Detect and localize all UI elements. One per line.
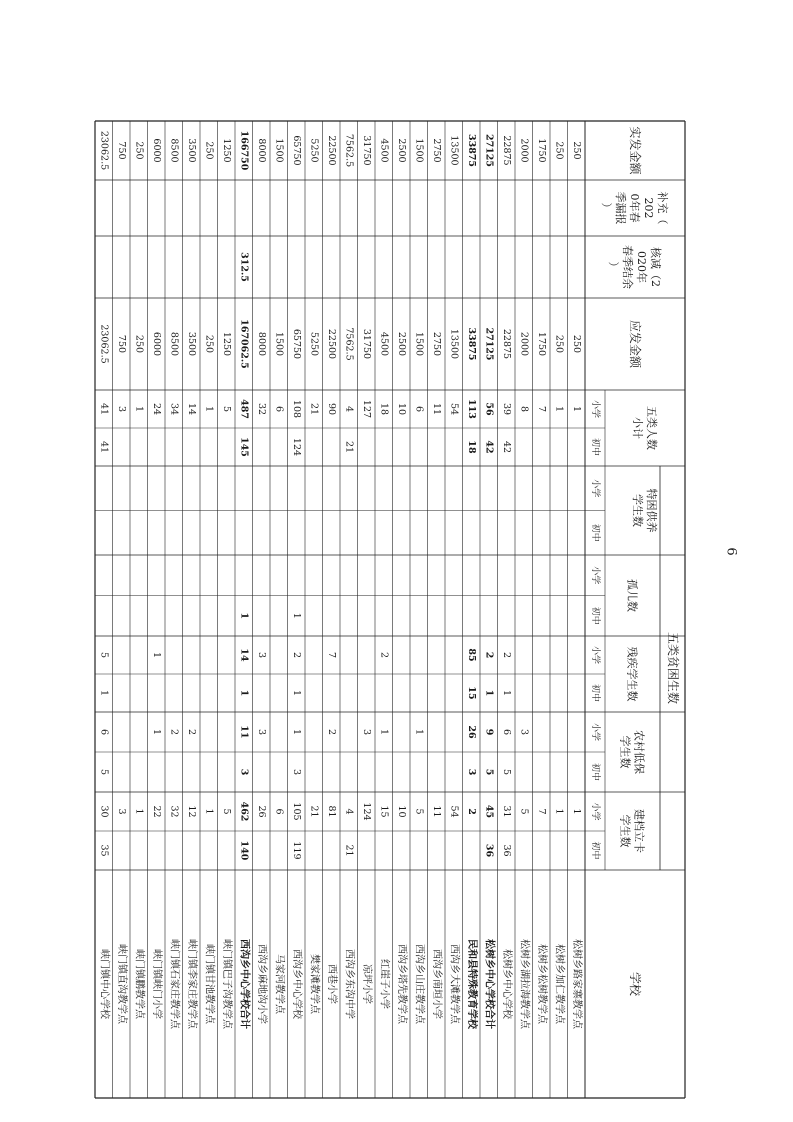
cell-junior: 124 <box>290 437 302 457</box>
header-primary: 小学 <box>590 645 600 665</box>
cell-primary: 39 <box>500 402 512 416</box>
header-actual: 实发金额 <box>628 126 642 175</box>
cell-primary: 1 <box>553 405 565 413</box>
header-school: 学校 <box>628 971 642 997</box>
cell-payable: 750 <box>115 334 127 354</box>
cell-primary: 2 <box>168 728 180 736</box>
cell-actual: 4500 <box>378 138 390 163</box>
cell-deduct: 312.5 <box>238 252 250 282</box>
cell-payable: 2500 <box>395 331 407 357</box>
cell-payable: 31750 <box>360 328 372 360</box>
cell-junior: 42 <box>500 440 512 454</box>
cell-primary: 9 <box>483 728 495 736</box>
cell-payable: 65750 <box>290 328 302 360</box>
cell-actual: 7562.5 <box>343 133 355 168</box>
cell-junior: 5 <box>500 768 512 776</box>
school-name: 西沟乡南垣小学 <box>430 949 442 1019</box>
cell-primary: 5 <box>413 808 425 815</box>
cell-primary: 3 <box>115 405 127 413</box>
cell-primary: 6 <box>413 405 425 413</box>
cell-primary: 3 <box>115 808 127 815</box>
school-name: 松树乡加仁教学点 <box>553 944 565 1024</box>
cell-primary: 2 <box>378 651 390 659</box>
cell-primary: 108 <box>290 399 302 419</box>
cell-payable: 2000 <box>518 331 530 357</box>
cell-primary: 14 <box>238 648 250 662</box>
cell-primary: 2 <box>465 808 477 815</box>
school-name: 西沟乡东沟中学 <box>343 949 355 1019</box>
cell-primary: 45 <box>483 804 495 819</box>
cell-primary: 3 <box>518 728 530 736</box>
cell-primary: 18 <box>378 402 390 416</box>
school-name: 峡门镇李家庄教学点 <box>185 939 197 1029</box>
cell-actual: 33875 <box>465 133 477 168</box>
cell-payable: 13500 <box>448 328 460 360</box>
cell-primary: 81 <box>325 805 337 818</box>
cell-junior: 1 <box>238 689 250 697</box>
cell-primary: 1 <box>570 405 582 413</box>
cell-primary: 2 <box>325 728 337 736</box>
cell-payable: 22875 <box>500 328 512 360</box>
cell-primary: 14 <box>185 402 197 416</box>
cell-primary: 11 <box>238 725 250 739</box>
rotated-table <box>95 121 685 1098</box>
cell-payable: 8000 <box>255 331 267 357</box>
cell-actual: 3500 <box>185 138 197 163</box>
cell-payable: 250 <box>553 334 565 354</box>
cell-junior: 119 <box>290 841 302 860</box>
cell-payable: 1500 <box>273 331 285 357</box>
school-name: 民和县特殊教育学校 <box>465 939 477 1029</box>
cell-actual: 27125 <box>483 133 495 168</box>
cell-primary: 2 <box>290 651 302 659</box>
cell-actual: 2750 <box>430 138 442 163</box>
cell-actual: 2500 <box>395 138 407 163</box>
school-name: 峡门镇鹏教学点 <box>133 949 145 1019</box>
header-junior: 初中 <box>590 762 600 782</box>
cell-primary: 3 <box>255 728 267 736</box>
cell-actual: 166750 <box>238 130 250 171</box>
cell-junior: 3 <box>238 768 250 776</box>
cell-junior: 1 <box>483 689 495 697</box>
cell-junior: 21 <box>343 440 355 454</box>
cell-junior: 5 <box>483 768 495 776</box>
header-junior: 初中 <box>590 437 600 457</box>
cell-payable: 250 <box>133 334 145 354</box>
cell-primary: 3 <box>255 651 267 659</box>
cell-primary: 3 <box>360 728 372 736</box>
cell-junior: 1 <box>290 689 302 697</box>
cell-primary: 1 <box>150 728 162 736</box>
school-name: 峡门镇峡门小学 <box>150 949 162 1019</box>
cell-payable: 6000 <box>150 331 162 357</box>
cell-actual: 31750 <box>360 135 372 166</box>
header-primary: 小学 <box>590 399 600 419</box>
cell-junior: 21 <box>343 844 355 857</box>
cell-junior: 35 <box>98 844 110 857</box>
cell-actual: 65750 <box>290 135 302 166</box>
cell-primary: 85 <box>465 648 477 662</box>
cell-primary: 10 <box>395 805 407 818</box>
page-number: 6 <box>723 547 739 556</box>
cell-primary: 31 <box>500 805 512 818</box>
cell-junior: 42 <box>483 440 495 454</box>
header-payable: 应发金额 <box>628 319 642 369</box>
header-primary: 小学 <box>590 802 600 821</box>
cell-payable: 5250 <box>308 331 320 357</box>
cell-actual: 250 <box>570 141 582 160</box>
cell-payable: 3500 <box>185 331 197 357</box>
cell-actual: 5250 <box>308 138 320 163</box>
header-junior: 初中 <box>590 523 600 542</box>
cell-junior: 140 <box>238 840 250 861</box>
school-name: 峡门镇中心学校 <box>98 949 110 1019</box>
cell-actual: 250 <box>203 141 215 160</box>
cell-primary: 2 <box>185 728 197 736</box>
cell-primary: 6 <box>500 728 512 736</box>
cell-actual: 22500 <box>325 135 337 166</box>
cell-primary: 124 <box>360 802 372 821</box>
cell-junior: 3 <box>465 768 477 776</box>
cell-primary: 54 <box>448 402 460 416</box>
header-junior: 初中 <box>590 606 600 625</box>
cell-actual: 8000 <box>255 138 267 163</box>
cell-junior: 145 <box>238 437 250 457</box>
cell-junior: 1 <box>238 612 250 620</box>
cell-payable: 167062.5 <box>238 319 250 369</box>
cell-payable: 22500 <box>325 328 337 360</box>
cell-primary: 41 <box>98 402 110 416</box>
cell-primary: 1 <box>570 808 582 815</box>
cell-payable: 27125 <box>483 327 495 361</box>
school-name: 西沟乡中心学校合计 <box>238 939 250 1029</box>
school-name: 西沟乡大滩教学点 <box>448 944 460 1024</box>
header-orphan: 孤儿数 <box>625 579 639 612</box>
school-name: 峡门镇石家庄教学点 <box>168 939 180 1029</box>
cell-actual: 13500 <box>448 135 460 166</box>
cell-primary: 12 <box>185 805 197 818</box>
school-name: 西巷小学 <box>325 964 337 1004</box>
cell-primary: 462 <box>238 801 250 822</box>
school-name: 马家河教学点 <box>273 954 285 1014</box>
cell-actual: 1500 <box>273 138 285 163</box>
cell-primary: 1 <box>150 651 162 659</box>
cell-primary: 6 <box>273 808 285 815</box>
cell-actual: 23062.5 <box>98 130 110 171</box>
cell-primary: 26 <box>255 805 267 818</box>
cell-actual: 6000 <box>150 138 162 163</box>
cell-actual: 250 <box>553 141 565 160</box>
school-name: 红崖子小学 <box>378 959 390 1009</box>
cell-primary: 26 <box>465 725 477 739</box>
cell-primary: 21 <box>308 402 320 416</box>
cell-primary: 2 <box>483 651 495 659</box>
cell-primary: 113 <box>465 399 477 419</box>
cell-payable: 7562.5 <box>343 327 355 361</box>
cell-primary: 5 <box>220 405 232 413</box>
cell-primary: 15 <box>378 805 390 818</box>
cell-primary: 6 <box>273 405 285 413</box>
cell-primary: 4 <box>343 808 355 815</box>
cell-junior: 36 <box>483 843 495 858</box>
cell-primary: 54 <box>448 805 460 818</box>
header-disabled: 残疾学生数 <box>625 646 639 702</box>
cell-primary: 4 <box>343 405 355 413</box>
cell-actual: 750 <box>115 141 127 160</box>
cell-actual: 8500 <box>168 138 180 163</box>
school-name: 樊家滩教学点 <box>308 954 320 1014</box>
cell-primary: 8 <box>518 405 530 413</box>
cell-primary: 1 <box>378 728 390 736</box>
cell-payable: 33875 <box>465 327 477 361</box>
school-name: 松树乡路家寨教学点 <box>570 939 582 1029</box>
cell-primary: 2 <box>500 651 512 659</box>
cell-primary: 6 <box>98 728 110 736</box>
header-dibao: 农村低保学生数 <box>618 730 646 774</box>
school-name: 西沟乡山庄教学点 <box>413 944 425 1024</box>
cell-actual: 1250 <box>220 138 232 163</box>
header-five-total: 五类人数小计 <box>631 406 659 450</box>
cell-primary: 5 <box>518 808 530 815</box>
cell-primary: 1 <box>553 808 565 815</box>
cell-primary: 1 <box>290 728 302 736</box>
cell-junior: 1 <box>98 689 110 697</box>
cell-payable: 1500 <box>413 331 425 357</box>
cell-junior: 36 <box>500 844 512 857</box>
school-name: 西沟乡麻地沟小学 <box>255 944 267 1024</box>
cell-primary: 90 <box>325 402 337 416</box>
school-name: 峡门镇直沟教学点 <box>115 944 127 1024</box>
header-junior: 初中 <box>590 841 600 860</box>
school-name: 凉坪小学 <box>360 964 372 1004</box>
cell-primary: 56 <box>483 402 495 416</box>
cell-payable: 250 <box>570 334 582 354</box>
header-tekun: 特困供养学生数 <box>631 488 659 533</box>
cell-actual: 250 <box>133 141 145 160</box>
cell-primary: 1 <box>203 808 215 815</box>
cell-primary: 1 <box>133 808 145 815</box>
school-name: 松树乡松树教学点 <box>535 944 547 1024</box>
header-jianka: 建档立卡学生数 <box>618 809 646 853</box>
header-junior: 初中 <box>590 683 600 703</box>
cell-actual: 1750 <box>535 138 547 163</box>
school-name: 峡门镇巴子沟教学点 <box>220 939 232 1029</box>
header-primary: 小学 <box>590 479 600 498</box>
cell-primary: 127 <box>360 399 372 419</box>
cell-primary: 30 <box>98 805 110 818</box>
school-name: 松树乡中心学校合计 <box>483 939 495 1029</box>
cell-primary: 1 <box>413 728 425 736</box>
cell-primary: 105 <box>290 802 302 821</box>
header-primary: 小学 <box>590 722 600 742</box>
cell-primary: 11 <box>430 402 442 416</box>
cell-primary: 34 <box>168 402 180 416</box>
cell-junior: 3 <box>290 768 302 776</box>
cell-primary: 11 <box>430 805 442 818</box>
cell-payable: 23062.5 <box>98 324 110 364</box>
cell-actual: 2000 <box>518 138 530 163</box>
cell-primary: 21 <box>308 805 320 818</box>
cell-payable: 4500 <box>378 331 390 357</box>
cell-junior: 15 <box>465 686 477 700</box>
header-five-categories: 五类贫困生数 <box>666 631 680 705</box>
cell-primary: 1 <box>133 405 145 413</box>
cell-primary: 32 <box>255 402 267 416</box>
cell-junior: 18 <box>465 440 477 454</box>
cell-primary: 10 <box>395 402 407 416</box>
cell-payable: 8500 <box>168 331 180 357</box>
header-supplement: 补充（2020年春季漏报） <box>600 191 670 225</box>
cell-payable: 2750 <box>430 331 442 357</box>
cell-payable: 1750 <box>535 331 547 357</box>
cell-junior: 5 <box>98 768 110 776</box>
header-primary: 小学 <box>590 566 600 585</box>
school-name: 西沟乡中心学校 <box>290 949 302 1019</box>
school-name: 松树乡湖拉海教学点 <box>518 939 530 1029</box>
cell-primary: 22 <box>150 805 162 818</box>
cell-primary: 5 <box>220 808 232 815</box>
cell-junior: 1 <box>500 689 512 697</box>
school-name: 松树乡中心学校 <box>500 949 512 1019</box>
school-name: 西沟乡塔先教学点 <box>395 944 407 1024</box>
cell-primary: 1 <box>203 405 215 413</box>
cell-primary: 7 <box>325 651 337 659</box>
cell-payable: 1250 <box>220 331 232 357</box>
cell-primary: 32 <box>168 805 180 818</box>
cell-primary: 7 <box>535 808 547 815</box>
header-deduct: 核减（2020年春季结余） <box>607 245 663 289</box>
cell-payable: 250 <box>203 334 215 354</box>
cell-actual: 22875 <box>500 135 512 166</box>
cell-actual: 1500 <box>413 138 425 163</box>
cell-junior: 41 <box>98 440 110 454</box>
cell-primary: 487 <box>238 399 250 419</box>
cell-primary: 24 <box>150 402 162 416</box>
cell-primary: 7 <box>535 405 547 413</box>
school-name: 峡门镇甘池教学点 <box>203 944 215 1024</box>
cell-junior: 1 <box>290 612 302 619</box>
cell-primary: 5 <box>98 651 110 659</box>
